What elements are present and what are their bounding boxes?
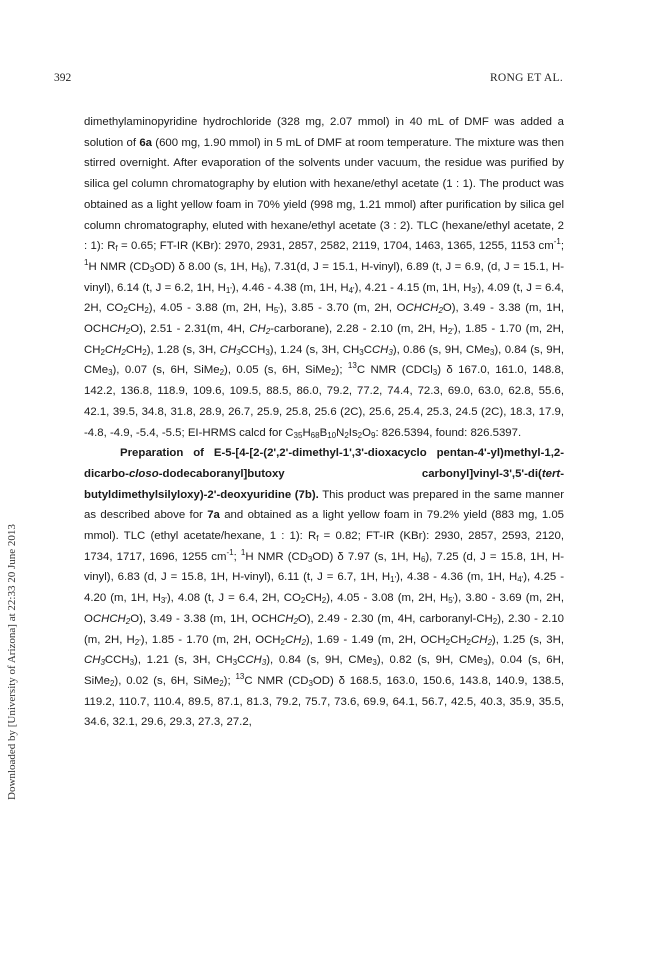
paragraph-7b-procedure: Preparation of E-5-[4-[2-(2',2'-dimethyl-1',3'-dioxacyclo pentan-4'-yl)methyl-1,2-dicarbo-closo-dodecaboranyl]butoxy carbonyl]vinyl-3',5'-di(tert-butyldimethylsilyloxy)-2'-deoxyuridine (7b). This product was prepared in the same manner as described above for 7a and obtained as a light yellow foam in 79.2% yield (883 mg, 1.05 mmol). TLC (ethyl acetate/hexane, 1 : 1): $R_f = 0.82$; FT-IR (KBr): 2930, 2857, 2593, 2120, 1734, 1717, 1696, 1255 $cm^{-1}$; $^1$H NMR $(CD_3OD)$ δ 7.97 (s, 1H, $H_6$), 7.25 (d, J = 15.8, 1H, H-vinyl), 6.83 (d, J = 15.8, 1H, H-vinyl), 6.11 (t, J = 6.7, 1H, $H_{1'}$), 4.38 - 4.36 (m, 1H, $H_{4'}$), 4.25 - 4.20 (m, 1H, $H_{3'}$), 4.08 (t, J = 6.4, 2H, $CO_2CH_2$), 4.05 - 3.08 (m, 2H, $H_{5'}$), 3.80 - 3.69 (m, 2H, $OCHCH_2O$), 3.49 - 3.38 (m, 1H, $OCHCH_2O$), 2.49 - 2.30 (m, 4H, carboranyl-$CH_2$), 2.30 - 2.10 (m, 2H, $H_{2'}$), 1.85 - 1.70 (m, 2H, $OCH_2CH_2$), 1.69 - 1.49 (m, 2H, $OCH_2CH_2CH_2$), 1.25 (s, 3H, $CH_3CCH_3$), 1.21 (s, 3H, $CH_3CCH_3$), 0.84 (s, 9H, CMe$_3$), 0.82 (s, 9H, CMe$_3$), 0.04 (s, 6H, SiMe$_2$), 0.02 (s, 6H, SiMe$_2$); $^{13}$C NMR $(CD_3OD)$ δ 168.5, 163.0, 150.6, 143.8, 140.9, 138.5, 119.2, 110.7, 110.4, 89.5, 87.1, 81.3, 79.2, 75.7, 73.6, 69.9, 64.1, 56.7, 42.5, 40.3, 35.9, 35.5, 34.6, 32.1, 29.6, 29.3, 27.3, 27.2, [84, 447, 565, 729]
article-body [84, 112, 564, 733]
paragraph-7a-procedure: dimethylaminopyridine hydrochloride (328 mg, 2.07 mmol) in 40 mL of DMF was added a solution of 6a (600 mg, 1.90 mmol) in 5 mL of DMF at room temperature. The mixture was then stirred overnight. After evaporation of the solvents under vacuum, the residue was purified by silica gel column chromatography by elution with hexane/ethyl acetate (1 : 1). The product was obtained as a light yellow foam in 70% yield (998 mg, 1.21 mmol) after purification by silica gel column chromatography, eluted with hexane/ethyl acetate (3 : 2). TLC (hexane/ethyl acetate, 2 : 1): $R_f = 0.65$; FT-IR (KBr): 2970, 2931, 2857, 2582, 2119, 1704, 1463, 1365, 1255, 1153 $cm^{-1}$; $^1$H NMR $(CD_3OD)$ δ 8.00 (s, 1H, $H_6$), 7.31(d, J = 15.1, H-vinyl), 6.89 (t, J = 6.9, (d, J = 15.1, H-vinyl), 6.14 (t, J = 6.2, 1H, $H_{1'}$), 4.46 - 4.38 (m, 1H, $H_{4'}$), 4.21 - 4.15 (m, 1H, $H_{3'}$), 4.09 (t, J = 6.4, 2H, $CO_2CH_2$), 4.05 - 3.88 (m, 2H, $H_{5'}$), 3.85 - 3.70 (m, 2H, $OCHCH_2O$), 3.49 - 3.38 (m, 1H, $OCHCH_2O$), 2.51 - 2.31(m, 4H, $CH_2-carborane$), 2.28 - 2.10 (m, 2H, $H_{2'}$), 1.85 - 1.70 (m, 2H, $CH_2CH_2CH_2$), 1.28 (s, 3H, $CH_3CCH_3$), 1.24 (s, 3H, $CH_3CCH_3$), 0.86 (s, 9H, CMe$_3$), 0.84 (s, 9H, CMe$_3$), 0.07 (s, 6H, SiMe$_2$), 0.05 (s, 6H, SiMe$_2$); $^{13}$C NMR (CDCl$_3$) δ 167.0, 161.0, 148.8, 142.2, 136.8, 118.9, 109.6, 109.5, 88.5, 86.0, 79.2, 77.2, 74.4, 72.3, 69.0, 63.0, 62.8, 55.6, 42.1, 39.5, 34.8, 31.8, 28.9, 26.7, 25.9, 25.8, 25.6 (2C), 25.6, 25.4, 25.3, 24.5 (2C), 18.3, 17.9, -4.8, -4.9, -5.4, -5.5; EI-HRMS calcd for $C_{35}H_{68}B_{10}N_2Is_2O_9$: 826.5394, found: 826.5397. [84, 116, 565, 440]
download-watermark: Downloaded by [University of Arizona] at 22:33 20 June 2013 [6, 524, 18, 800]
page-number: 392 [54, 72, 72, 84]
running-head: RONG ET AL. [489, 72, 563, 84]
page-header [54, 72, 563, 88]
